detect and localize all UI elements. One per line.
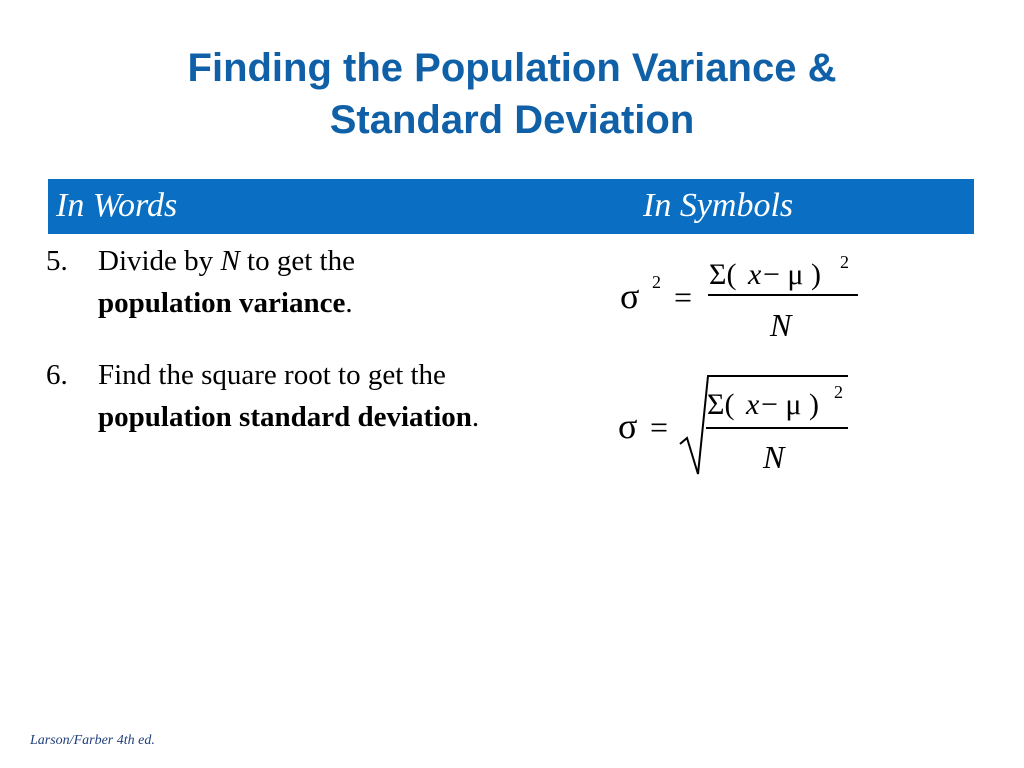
title-line-1: Finding the Population Variance & [187, 46, 837, 90]
numerator-sigma: Σ( [709, 258, 737, 291]
denominator: N [770, 307, 792, 343]
header-in-symbols: In Symbols [643, 187, 794, 224]
variance-formula [610, 248, 870, 353]
slide-title [0, 42, 1024, 146]
step-number: 5. [46, 245, 68, 277]
equals-sign: = [674, 279, 693, 315]
numerator-x: x [748, 258, 762, 291]
step-number: 6. [46, 359, 68, 391]
exponent: 2 [652, 272, 661, 292]
title-line-2: Standard Deviation [329, 98, 695, 142]
sigma-symbol: σ [618, 406, 638, 446]
denominator: N [763, 439, 785, 475]
numerator-x: x [746, 388, 760, 421]
std-dev-formula [610, 372, 870, 487]
numerator-exponent: 2 [834, 382, 843, 402]
header-in-words: In Words [56, 187, 178, 224]
equals-sign: = [650, 409, 669, 445]
step-text: Find the square root to get the population standard deviation. [98, 359, 480, 433]
step-text: Divide by N to get the population variance. [98, 245, 355, 319]
numerator-exponent: 2 [840, 252, 849, 272]
footer-credit: Larson/Farber 4th ed. [30, 733, 155, 748]
sigma-symbol: σ [620, 276, 640, 316]
numerator-rest: − μ ) [763, 258, 821, 291]
numerator-rest: − μ ) [761, 388, 819, 421]
table-header-bar [48, 179, 974, 234]
numerator-sigma: Σ( [707, 388, 735, 421]
